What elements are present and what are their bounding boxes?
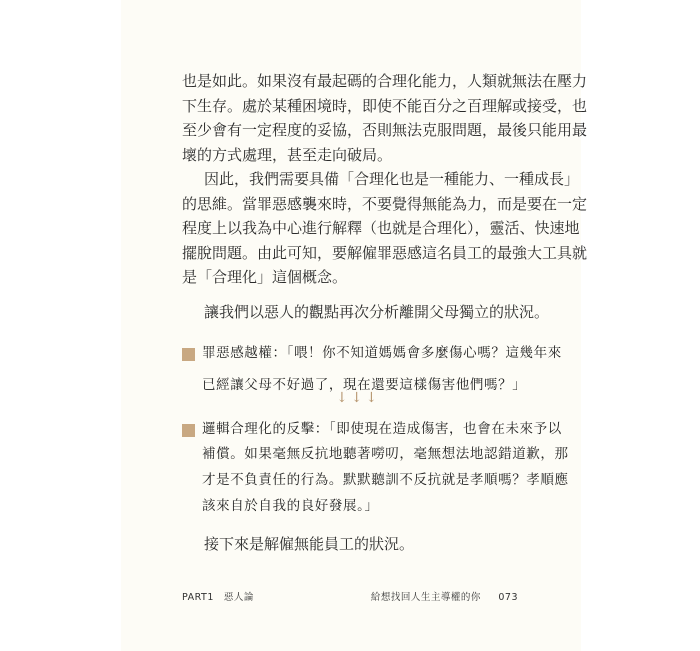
paragraph-4 [182, 532, 542, 557]
text-line: 程度上以我為中心進行解釋（也就是合理化），靈活、快速地 [182, 219, 580, 237]
footer-part-label: PART1 惡人論 [182, 592, 254, 603]
dialog-line: 邏輯合理化的反擊：「即使現在造成傷害，也會在未來予以 [202, 421, 562, 437]
paragraph-1 [182, 69, 588, 167]
square-bullet-icon [182, 424, 195, 437]
text-line: 至少會有一定程度的妥協，否則無法克服問題，最後只能用最 [182, 121, 588, 139]
dialog-line: 補償。如果毫無反抗地聽著嘮叨，毫無想法地認錯道歉，那 [202, 446, 569, 462]
paragraph-2 [182, 167, 588, 290]
dialog-line: 才是不負責任的行為。默默聽訓不反抗就是孝順嗎？孝順應 [202, 472, 569, 488]
text-line: 接下來是解僱無能員工的狀況。 [204, 535, 415, 553]
dialog-guilt [182, 344, 562, 393]
text-line: 的思維。當罪惡感襲來時，不要覺得無能為力，而是要在一定 [182, 194, 588, 213]
square-bullet-icon [182, 348, 195, 361]
dialog-line: 該來自於自我的良好發展。」 [202, 498, 379, 514]
paragraph-3 [182, 300, 550, 325]
dialog-line: 罪惡感越權：「喂！你不知道媽媽會多麼傷心嗎？這幾年來 [202, 345, 562, 361]
text-line: 也是如此。如果沒有最起碼的合理化能力，人類就無法在壓力 [182, 72, 588, 90]
text-line: 讓我們以惡人的觀點再次分析離開父母獨立的狀況。 [204, 303, 550, 321]
text-line: 壞的方式處理，甚至走向破局。 [182, 145, 393, 164]
dialog-rationalization [182, 420, 569, 514]
dialog-line: 已經讓父母不好過了，現在還要這樣傷害他們嗎？」 [202, 377, 527, 393]
text-line: 是「合理化」這個概念。 [182, 268, 348, 286]
text-line: 因此，我們需要具備「合理化也是一種能力、一種成長」 [204, 170, 580, 188]
text-line: 擺脫問題。由此可知，要解僱罪惡感這名員工的最強大工具就 [182, 243, 588, 262]
text-line: 下生存。處於某種困境時，即使不能百分之百理解或接受，也 [182, 96, 588, 115]
down-arrows-icon: ↓↓↓ [336, 390, 381, 406]
footer-right [357, 589, 518, 603]
page-number: 073 [498, 592, 518, 603]
footer-book-title: 給想找回人生主導權的你 [370, 592, 481, 603]
